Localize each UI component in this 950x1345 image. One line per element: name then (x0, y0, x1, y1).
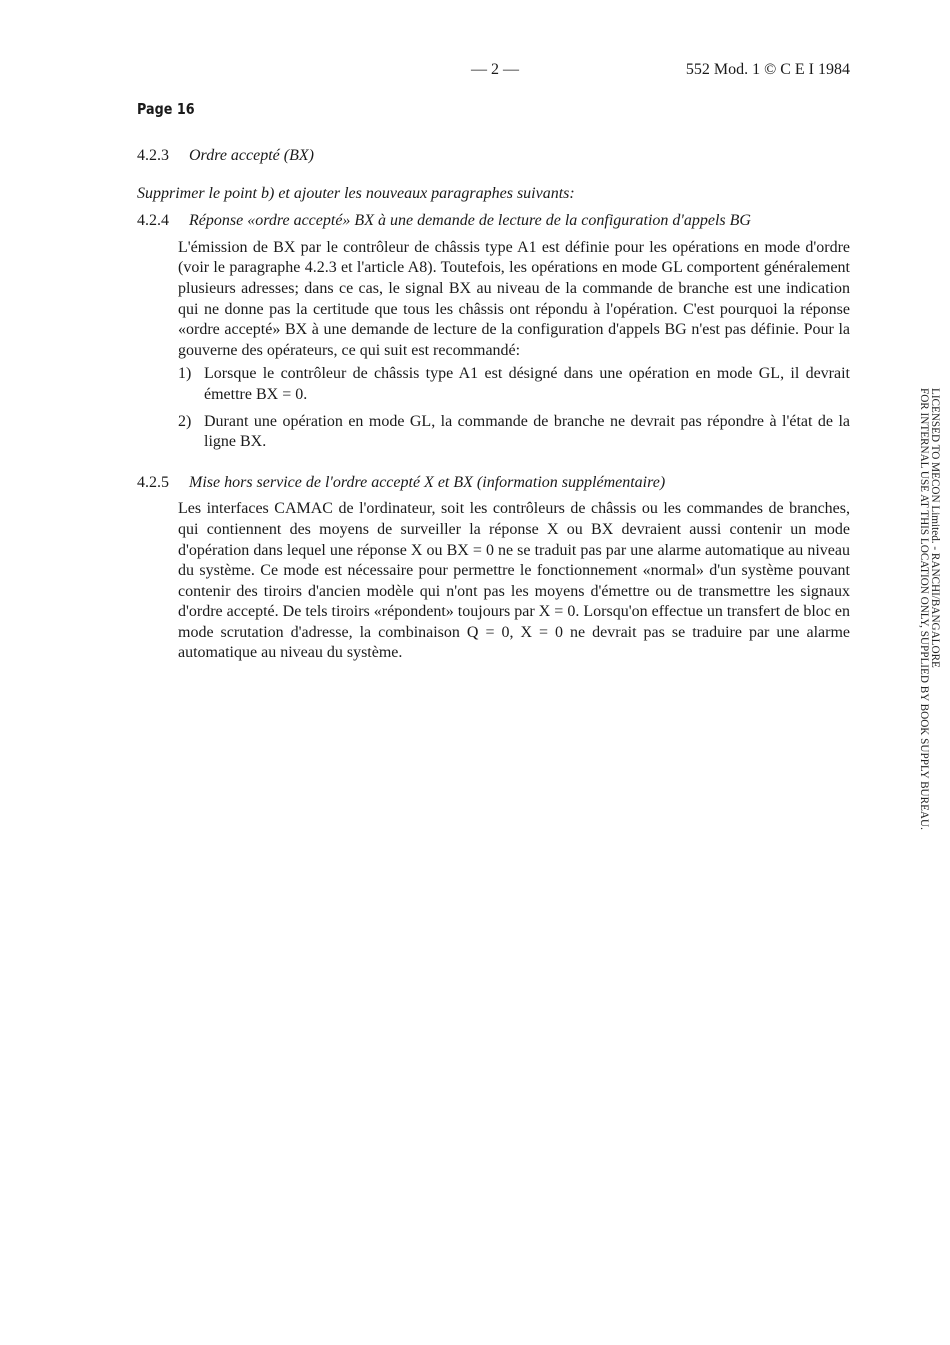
license-line-1: LICENSED TO MECON Limited. - RANCHI/BANGALORE (929, 388, 941, 668)
list-marker: 2) (178, 412, 192, 430)
license-watermark (910, 388, 940, 933)
paragraph-4-2-4: L'émission de BX par le contrôleur de châssis type A1 est définie pour les opérations en mode d'ordre (voir le paragraphe 4.2.3 et l'article A8). Toutefois, les opérations en mode GL comportent généralement plusieurs adresses; dans ce cas, le signal BX au niveau de la commande de branche est une indication qui ne donne pas la certitude que tous les châssis ont répondu à l'opération. C'est pourquoi la réponse «ordre accepté» BX à une demande de lecture de la configuration d'appels BG n'est pas définie. Pour la gouverne des opérateurs, ce qui suit est recommandé: (178, 238, 850, 359)
section-heading-4-2-4 (137, 211, 850, 232)
section-number: 4.2.3 (137, 147, 169, 164)
section-title: Mise hors service de l'ordre accepté X et BX (information supplémentaire) (189, 473, 666, 491)
copyright-notice: 552 Mod. 1 © C E I 1984 (685, 61, 850, 78)
recommendation-list (178, 364, 850, 452)
paragraph-4-2-5: Les interfaces CAMAC de l'ordinateur, soit les contrôleurs de châssis ou les commandes de branches, qui contiennent des moyens de surveiller la réponse X ou BX devraient aussi contenir un mode d'opération dans lequel une réponse X ou BX = 0 ne se traduit pas par une alarme automatique au niveau du système. Ce mode est nécessaire pour permettre le fonctionnement «normal» d'un système pouvant contenir des tiroirs d'ancien modèle qui n'ont pas les moyens d'émettre ou de transmettre les signaux d'ordre accepté. De tels tiroirs «répondent» toujours par X = 0. Lorsqu'on effectue un transfert de bloc en mode scrutation d'adresse, la combinaison Q = 0, X = 0 ne devrait pas se traduire par une alarme automatique au niveau du système. (178, 500, 850, 662)
list-marker: 1) (178, 365, 192, 383)
section-heading-4-2-3 (137, 146, 850, 167)
section-title: Ordre accepté (BX) (189, 147, 314, 164)
section-number: 4.2.5 (137, 473, 169, 491)
page-reference: Page 16 (137, 100, 195, 118)
list-item (178, 412, 850, 453)
license-line-2: FOR INTERNAL USE AT THIS LOCATION ONLY, SUPPLIED BY BOOK SUPPLY BUREAU. (918, 388, 930, 830)
list-text: Lorsque le contrôleur de châssis type A1 est désigné dans une opération en mode GL, il devrait émettre BX = 0. (204, 365, 850, 403)
section-number: 4.2.4 (137, 212, 169, 230)
page-number: — 2 — (471, 61, 519, 78)
list-text: Durant une opération en mode GL, la commande de branche ne devrait pas répondre à l'état de la ligne BX. (204, 412, 850, 451)
list-item (178, 364, 850, 405)
amendment-instruction: Supprimer le point b) et ajouter les nouveaux paragraphes suivants: (137, 184, 575, 202)
document-body (137, 146, 850, 664)
section-heading-4-2-5 (137, 473, 850, 494)
section-title: Réponse «ordre accepté» BX à une demande de lecture de la configuration d'appels BG (189, 212, 751, 230)
